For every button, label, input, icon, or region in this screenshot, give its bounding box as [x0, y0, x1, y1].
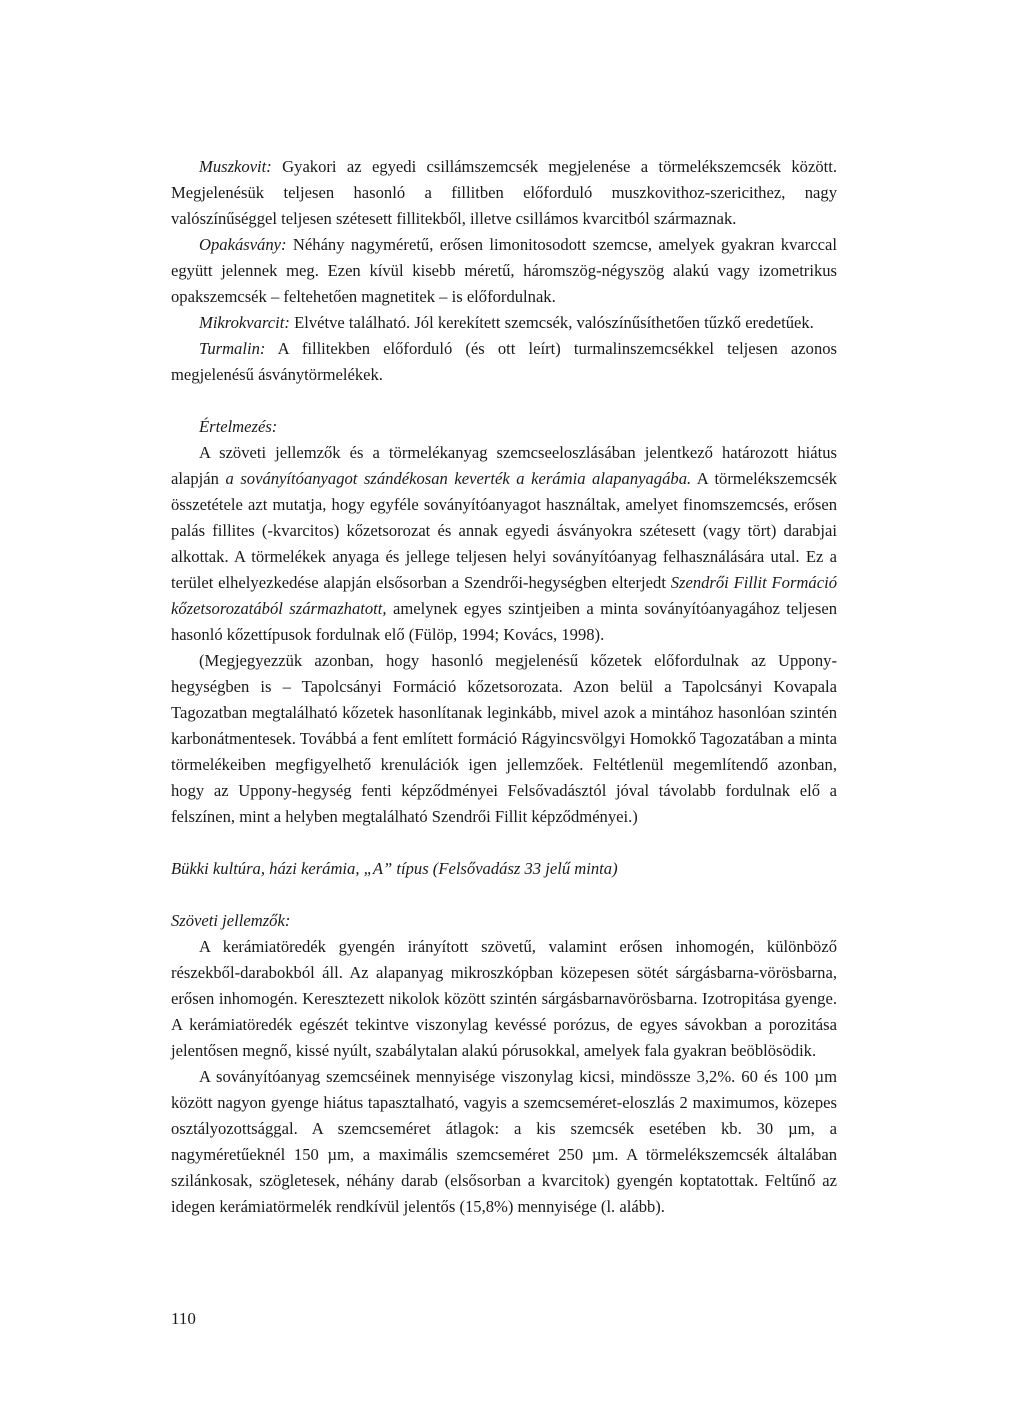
text-mikrokvarcit: Elvétve található. Jól kerekített szemcsék, valószínűsíthetően tűzkő eredetűek.	[289, 313, 814, 332]
mineral-paragraph-turmalin	[171, 336, 837, 388]
spacer	[171, 830, 837, 856]
term-turmalin: Turmalin:	[199, 339, 266, 358]
section-paragraph-1: A kerámiatöredék gyengén irányított szövetű, valamint erősen inhomogén, különböző részekből-darabokból áll. Az alapanyag mikroszkópban közepesen sötét sárgásbarna-vörösbarna, erősen inhomogén. Keresztezett nikolok között szintén sárgásbarnavörösbarna. Izotropitása gyenge. A kerámiatöredék egészét tekintve viszonylag kevéssé porózus, de egyes sávokban a porozitása jelentősen megnő, kissé nyúlt, szabálytalan alakú pórusokkal, amelyek fala gyakran beöblösödik.	[171, 937, 837, 1060]
section-paragraph-2: A soványítóanyag szemcséinek mennyisége viszonylag kicsi, mindössze 3,2%. 60 és 100 µm között nagyon gyenge hiátus tapasztalható, vagyis a szemcseméret-eloszlás 2 maximumos, közepes osztályozottsággal. A szemcseméret átlagok: a kis szemcsék esetében kb. 30 µm, a nagyméretűeknél 150 µm, a maximális szemcseméret 250 µm. A törmelékszemcsék általában szilánkosak, szögletesek, néhány darab (elsősorban a kvarcitok) gyengén koptatottak. Feltűnő az idegen kerámiatörmelék rendkívül jelentős (15,8%) mennyisége (l. alább).	[171, 1067, 837, 1216]
mineral-paragraph-muszkovit	[171, 154, 837, 232]
section-title: Bükki kultúra, házi kerámia, „A” típus (Felsővadász 33 jelű minta)	[171, 859, 618, 878]
heading-ertelmezes: Értelmezés:	[199, 417, 278, 436]
ertelmezes-p1-b: a soványítóanyagot szándékosan keverték a kerámia alapanyagába.	[225, 469, 692, 488]
text-turmalin: A fillitekben előforduló (és ott leírt) turmalinszemcsékkel teljesen azonos megjelenésű ásványtörmelékek.	[171, 339, 837, 384]
mineral-paragraph-mikrokvarcit	[171, 310, 837, 336]
term-mikrokvarcit: Mikrokvarcit:	[199, 313, 290, 332]
term-muszkovit: Muszkovit:	[199, 157, 272, 176]
ertelmezes-p1-d: Szendrői Fillit Formáció kőzetsorozatából származhatott,	[171, 573, 837, 618]
ertelmezes-p1-c: A törmelékszemcsék összetétele azt mutatja, hogy egyféle soványítóanyagot használtak, amelyet finomszemcsés, erősen palás fillites (-kvarcitos) kőzetsorozat és annak egyedi ásványokra szétesett (vagy tört) darabjai alkottak. A törmelékek anyaga és jellege teljesen helyi soványítóanyag felhasználására utal. Ez a terület elhelyezkedése alapján elsősorban a Szendrői-hegységben elterjedt	[171, 469, 837, 592]
term-opakasvany: Opakásvány:	[199, 235, 287, 254]
text-muszkovit: Gyakori az egyedi csillámszemcsék megjelenése a törmelékszemcsék között. Megjelenésük teljesen hasonló a fillitben előforduló muszkovithoz-szericithez, nagy valószínűséggel teljesen szétesett fillitekből, illetve csillámos kvarcitból származnak.	[171, 157, 837, 228]
ertelmezes-p1-a: A szöveti jellemzők és a törmelékanyag szemcseeloszlásában jelentkező határozott hiátus alapján	[171, 443, 837, 488]
ertelmezes-paragraph-1	[171, 440, 837, 648]
section-subheading: Szöveti jellemzők:	[171, 911, 291, 930]
text-column	[171, 154, 837, 1220]
spacer	[171, 388, 837, 414]
ertelmezes-p1-e: amelynek egyes szintjeiben a minta soványítóanyagához teljesen hasonló kőzettípusok fordulnak elő (Fülöp, 1994; Kovács, 1998).	[171, 599, 837, 644]
mineral-paragraph-opakasvany	[171, 232, 837, 310]
page-number: 110	[171, 1309, 196, 1328]
spacer	[171, 882, 837, 908]
text-opakasvany: Néhány nagyméretű, erősen limonitosodott szemcse, amelyek gyakran kvarccal együtt jelennek meg. Ezen kívül kisebb méretű, háromszög-négyszög alakú vagy izometrikus opakszemcsék – feltehetően magnetitek – is előfordulnak.	[171, 235, 837, 306]
ertelmezes-paragraph-2: (Megjegyezzük azonban, hogy hasonló megjelenésű kőzetek előfordulnak az Uppony-hegységben is – Tapolcsányi Formáció kőzetsorozata. Azon belül a Tapolcsányi Kovapala Tagozatban megtalálható kőzetek hasonlítanak leginkább, mivel azok a mintához hasonlóan szintén karbonátmentesek. Továbbá a fent említett formáció Rágyincsvölgyi Homokkő Tagozatában a minta törmelékeiben megfigyelhető krenulációk igen jellemzőek. Feltétlenül megemlítendő azonban, hogy az Uppony-hegység fenti képződményei Felsővadásztól jóval távolabb fordulnak elő a felszínen, mint a helyben megtalálható Szendrői Fillit képződményei.)	[171, 651, 837, 826]
